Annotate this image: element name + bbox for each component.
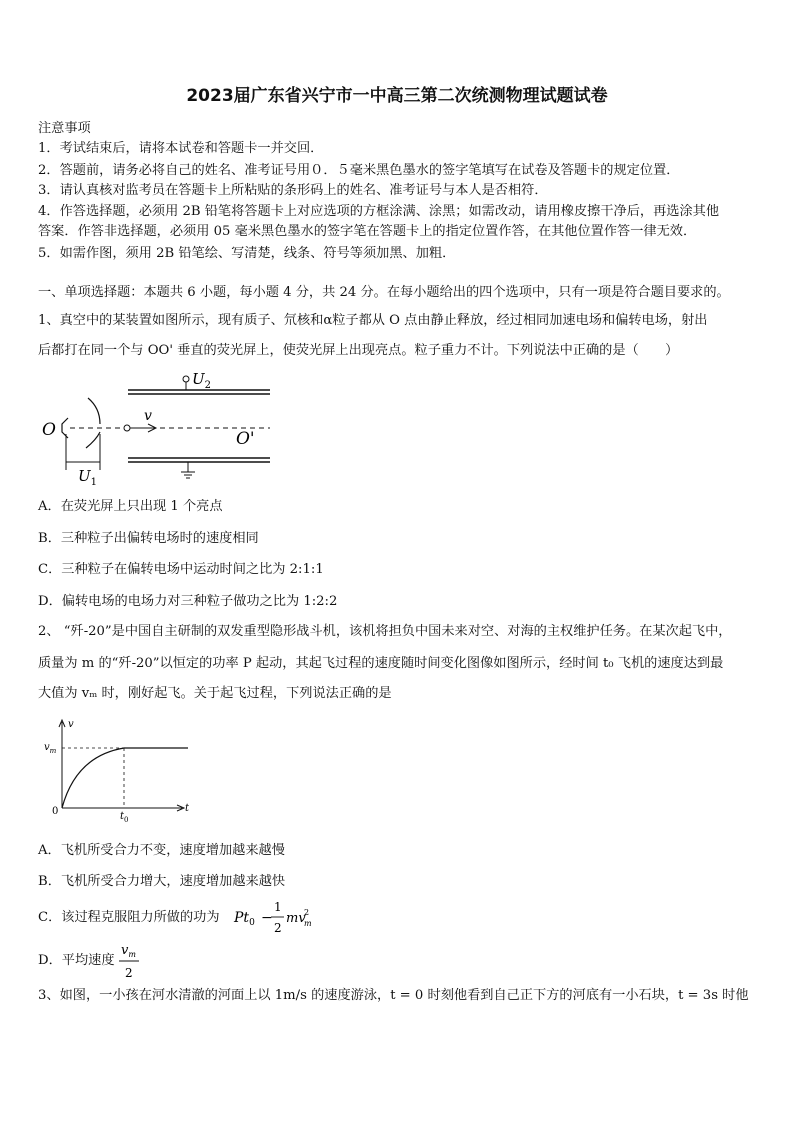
u2-label: $U_2$ — [192, 370, 212, 391]
graph-v-axis-label: v — [68, 719, 74, 730]
q2-stem-line2: 质量为 m 的“歼-20”以恒定的功率 P 起动，其起飞过程的速度随时间变化图像如图所示，经时间 t₀ 飞机的速度达到最 — [38, 656, 724, 671]
svg-text:−: − — [261, 910, 273, 926]
q2-option-d-formula — [118, 940, 142, 982]
q2-option-a: A．飞机所受合力不变，速度增加越来越慢 — [38, 843, 285, 858]
svg-text:2: 2 — [274, 921, 282, 935]
svg-text:Pt0: $Pt_0$ — [234, 910, 255, 928]
velocity-label: v — [144, 408, 152, 424]
svg-text:m: m — [304, 919, 312, 928]
q1-option-b: B．三种粒子出偏转电场时的速度相同 — [38, 531, 259, 546]
notice-item-3: 3．请认真核对监考员在答题卡上所粘贴的条形码上的姓名、准考证号与本人是否相符． — [38, 183, 548, 198]
q2-stem-line3: 大值为 vₘ 时，刚好起飞。关于起飞过程，下列说法正确的是 — [38, 686, 392, 701]
graph-t-axis-label: t — [185, 803, 190, 814]
svg-text:vm: $v_m$ — [121, 943, 136, 959]
svg-text:1: 1 — [274, 900, 282, 914]
graph-vm-label: $v_m$ — [44, 742, 57, 755]
notice-item-2: 2．答题前，请务必将自己的姓名、准考证号用０．５毫米黑色墨水的签字笔填写在试卷及答题卡的规定位置． — [38, 163, 680, 178]
graph-origin-label: 0 — [52, 806, 59, 817]
notice-heading: 注意事项 — [38, 121, 91, 136]
q1-stem-line2: 后都打在同一个与 OO' 垂直的荧光屏上，使荧光屏上出现亮点。粒子重力不计。下列说法中正确的是（ ） — [38, 343, 679, 358]
q1-stem-line1: 1、真空中的某装置如图所示，现有质子、氘核和α粒子都从 O 点由静止释放，经过相同加速电场和偏转电场，射出 — [38, 313, 708, 328]
svg-text:2: 2 — [125, 966, 133, 980]
section-heading: 一、单项选择题：本题共 6 小题，每小题 4 分，共 24 分。在每小题给出的四个选项中，只有一项是符合题目要求的。 — [38, 285, 730, 300]
notice-item-4: 4．作答选择题，必须用 2B 铅笔将答题卡上对应选项的方框涂满、涂黑；如需改动，请用橡皮擦干净后，再选涂其他 — [38, 204, 720, 219]
notice-item-4-cont: 答案．作答非选择题，必须用 05 毫米黑色墨水的签字笔在答题卡上的指定位置作答，在其他位置作答一律无效． — [38, 224, 697, 239]
q3-stem-line1: 3、如图，一小孩在河水清澈的河面上以 1m/s 的速度游泳，t = 0 时刻他看到自己正下方的河底有一小石块，t = 3s 时他 — [38, 988, 749, 1003]
q1-option-d: D．偏转电场的电场力对三种粒子做功之比为 1:2:2 — [38, 594, 338, 609]
point-o-label: O — [42, 420, 56, 440]
q1-apparatus-figure — [38, 368, 268, 488]
q2-option-c-formula — [232, 898, 312, 938]
u1-label: $U_1$ — [78, 467, 98, 488]
graph-t0-label: $t_0$ — [120, 811, 129, 824]
q2-velocity-time-graph — [38, 718, 198, 828]
q2-option-c: C．该过程克服阻力所做的功为 — [38, 910, 220, 925]
point-o-prime-label: O' — [236, 429, 255, 449]
q2-stem-line1: 2、 “歼-20”是中国自主研制的双发重型隐形战斗机，该机将担负中国未来对空、对海的主权维护任务。在某次起飞中， — [38, 624, 732, 639]
q2-option-d: D．平均速度 — [38, 953, 115, 968]
page-title: 2023届广东省兴宁市一中高三第二次统测物理试题试卷 — [186, 86, 608, 106]
svg-text:mv: mv — [286, 911, 306, 926]
q1-option-a: A．在荧光屏上只出现 1 个亮点 — [38, 499, 223, 514]
notice-item-5: 5．如需作图，须用 2B 铅笔绘、写清楚，线条、符号等须加黑、加粗． — [38, 246, 456, 261]
q2-option-b: B．飞机所受合力增大，速度增加越来越快 — [38, 874, 286, 889]
notice-item-1: 1．考试结束后，请将本试卷和答题卡一并交回． — [38, 141, 324, 156]
q1-option-c: C．三种粒子在偏转电场中运动时间之比为 2:1:1 — [38, 562, 324, 577]
svg-text:2: 2 — [304, 908, 310, 917]
